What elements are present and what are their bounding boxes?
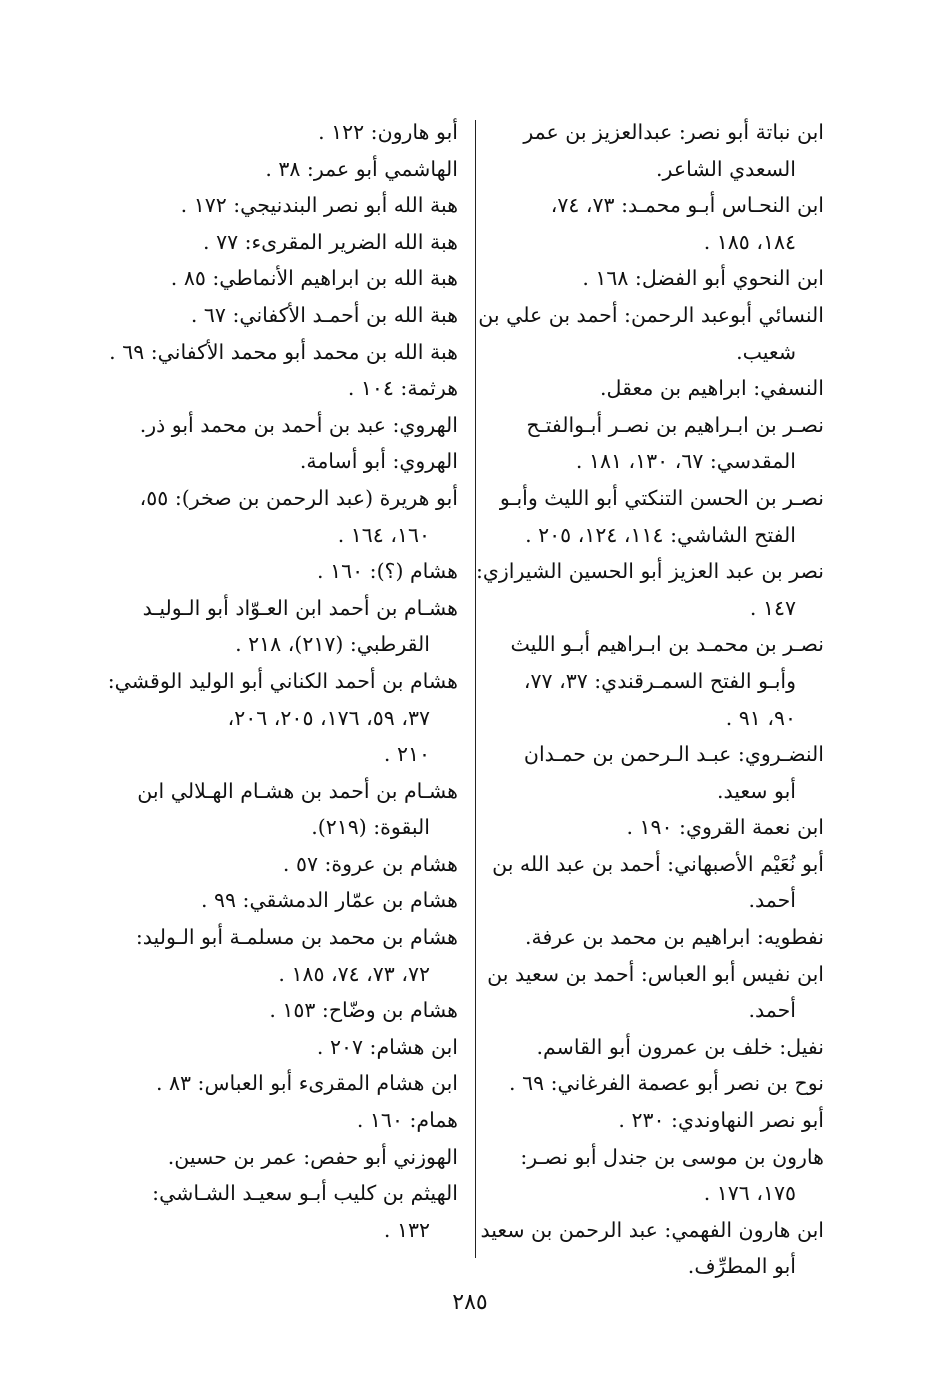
index-entry-continuation: البقوة: (٢١٩). — [311, 815, 430, 840]
index-entry — [475, 553, 824, 626]
index-entry-line: الهروي: عبد بن أحمد بن محمد أبو ذر. — [139, 412, 458, 437]
index-entry — [478, 297, 824, 370]
index-entry — [498, 736, 824, 809]
index-entry — [128, 773, 458, 846]
index-entry — [128, 1175, 458, 1248]
index-entry — [128, 590, 458, 663]
index-entry — [498, 1029, 824, 1066]
index-entry — [128, 151, 458, 188]
index-entry-line: هشـام بن أحمد بن هشـام الهـلالي ابن — [137, 778, 458, 803]
index-entry-line: هبة الله الضرير المقرىء: ٧٧ . — [203, 229, 458, 254]
index-entry-continuation: ١٦٠، ١٦٤ . — [337, 522, 430, 547]
index-entry-continuation: أحمد. — [748, 888, 796, 913]
index-entry — [109, 334, 458, 371]
index-entry — [128, 846, 458, 883]
index-entry-continuation: أحمد. — [748, 998, 796, 1023]
index-entry-line: أبو نُعَيْم الأصبهاني: أحمد بن عبد الله بن — [492, 851, 824, 876]
index-entry-continuation: ١٧٥، ١٧٦ . — [703, 1181, 796, 1206]
index-entry — [128, 992, 458, 1029]
index-entry — [128, 1029, 458, 1066]
index-entry — [498, 1139, 824, 1212]
index-entry-continuation: الفتح الشاشي: ١١٤، ١٢٤، ٢٠٥ . — [525, 522, 796, 547]
page-number: ٢٨٥ — [452, 1290, 488, 1315]
index-entry-line: الهيثم بن كليب أبـو سعيـد الشـاشي: — [152, 1181, 458, 1206]
index-entry-continuation: القرطبي: (٢١٧)، ٢١٨ . — [235, 632, 430, 657]
index-entry-line: نصر بن عبد العزيز أبو الحسين الشيرازي: — [475, 559, 824, 584]
index-entry-continuation: شعيب. — [736, 339, 796, 364]
index-entry-continuation: وأبـو الفتح السمـرقندي: ٣٧، ٧٧، — [523, 668, 796, 693]
index-entry-line: نصـر بن ابـراهيم بن نصـر أبـوالفتـح — [526, 412, 824, 437]
index-entry-line: ابن هشام المقرىء أبو العباس: ٨٣ . — [155, 1071, 458, 1096]
index-entry-line: هارون بن موسى بن جندل أبو نصـر: — [520, 1144, 824, 1169]
index-entry — [128, 480, 458, 553]
index-entry-line: الهروي: أبو أسامة. — [299, 449, 458, 474]
index-entry-continuation: ٣٧، ٥٩، ١٧٦، ٢٠٥، ٢٠٦، — [227, 705, 430, 730]
index-entry-line: أبو نصر النهاوندي: ٢٣٠ . — [618, 1108, 824, 1133]
index-entry — [128, 297, 458, 334]
index-entry — [128, 443, 458, 480]
index-column-left — [107, 114, 458, 1248]
index-entry-continuation: المقدسي: ٦٧، ١٣٠، ١٨١ . — [575, 449, 796, 474]
index-entry-continuation: السعدي الشاعر. — [656, 156, 796, 181]
index-entry-line: هبة الله بن ابراهيم الأنماطي: ٨٥ . — [170, 266, 458, 291]
index-entry-line: هشام (؟): ١٦٠ . — [317, 559, 458, 584]
index-entry — [498, 1065, 824, 1102]
index-entry — [498, 809, 824, 846]
index-entry-line: نصـر بن محمـد بن ابـراهيم أبـو الليث — [510, 632, 824, 657]
index-entry-line: النسائي أبوعبد الرحمن: أحمد بن علي بن — [478, 302, 824, 327]
index-entry — [128, 882, 458, 919]
index-entry-continuation: ٧٢، ٧٣، ٧٤، ١٨٥ . — [278, 961, 430, 986]
index-entry — [498, 370, 824, 407]
index-entry-line: هشام بن محمد بن مسلمـة أبو الـوليد: — [135, 925, 458, 950]
index-entry-continuation: أبو المطرِّف. — [687, 1254, 796, 1279]
index-entry — [498, 626, 824, 736]
index-entry — [480, 1212, 824, 1285]
index-entry — [498, 260, 824, 297]
index-entry-continuation: ١٨٤، ١٨٥ . — [703, 229, 796, 254]
index-entry-line: نصـر بن الحسن التنكتي أبو الليث وأبـو — [499, 485, 824, 510]
index-entry-line: الهوزني أبو حفص: عمر بن حسين. — [167, 1144, 458, 1169]
index-entry-continuation: ١٣٢ . — [383, 1217, 430, 1242]
index-entry — [107, 663, 458, 773]
index-entry — [128, 114, 458, 151]
index-entry — [128, 224, 458, 261]
index-entry — [498, 407, 824, 480]
index-entry — [498, 480, 824, 553]
index-entry-line: نفطويه: ابراهيم بن محمد بن عرفة. — [524, 925, 824, 950]
index-entry-continuation: ٩٠، ٩١ . — [725, 705, 796, 730]
index-entry-line: هشام بن أحمد الكناني أبو الوليد الوقشي: — [107, 668, 458, 693]
index-entry-line: هشام بن وضّاح: ١٥٣ . — [269, 998, 458, 1023]
index-entry — [128, 260, 458, 297]
index-entry-line: هرثمة: ١٠٤ . — [347, 376, 458, 401]
index-entry-continuation: ٢١٠ . — [383, 742, 430, 767]
index-entry — [498, 919, 824, 956]
index-entry-line: ابن نباتة أبو نصر: عبدالعزيز بن عمر — [523, 120, 824, 144]
index-entry — [487, 956, 824, 1029]
index-entry — [498, 187, 824, 260]
index-entry — [498, 114, 824, 187]
index-entry-line: همام: ١٦٠ . — [356, 1108, 458, 1133]
index-entry-line: ابن النحـاس أبـو محمـد: ٧٣، ٧٤، — [550, 193, 824, 218]
index-entry-line: نوح بن نصر أبو عصمة الفرغاني: ٦٩ . — [509, 1071, 824, 1096]
index-entry — [498, 1102, 824, 1139]
index-entry — [128, 1102, 458, 1139]
index-entry-line: هشام بن عمّار الدمشقي: ٩٩ . — [200, 888, 458, 913]
index-entry-continuation: أبو سعيد. — [716, 778, 796, 803]
index-entry-line: ابن النحوي أبو الفضل: ١٦٨ . — [582, 266, 824, 291]
index-entry-line: ابن هارون الفهمي: عبد الرحمن بن سعيد — [480, 1217, 824, 1242]
index-entry-line: أبو هارون: ١٢٢ . — [318, 120, 458, 144]
index-entry-line: النسفي: ابراهيم بن معقل. — [600, 376, 824, 401]
index-entry — [128, 370, 458, 407]
index-entry-line: ابن هشام: ٢٠٧ . — [316, 1034, 458, 1059]
index-entry — [128, 1065, 458, 1102]
index-entry — [128, 919, 458, 992]
index-entry — [128, 1139, 458, 1176]
index-entry — [128, 187, 458, 224]
index-entry-line: الهاشمي أبو عمر: ٣٨ . — [265, 156, 458, 181]
index-entry-line: أبو هريرة (عبد الرحمن بن صخر): ٥٥، — [139, 485, 458, 510]
index-entry-line: هشام بن عروة: ٥٧ . — [282, 851, 458, 876]
index-entry — [492, 846, 824, 919]
index-entry — [128, 553, 458, 590]
index-entry-line: هبة الله بن محمد أبو محمد الأكفاني: ٦٩ . — [109, 339, 458, 364]
index-entry-line: هشـام بن أحمد ابن العـوّاد أبو الـوليـد — [142, 595, 458, 620]
index-entry-continuation: ١٤٧ . — [749, 595, 796, 620]
index-entry-line: هبة الله بن أحمـد الأكفاني: ٦٧ . — [190, 302, 458, 327]
column-divider — [475, 120, 476, 1258]
index-entry-line: هبة الله أبو نصر البندنيجي: ١٧٢ . — [180, 193, 458, 218]
index-column-right — [475, 114, 824, 1285]
index-entry — [128, 407, 458, 444]
index-entry-line: النضـروي: عبـد الـرحمن بن حمـدان — [523, 742, 824, 767]
index-entry-line: ابن نفيس أبو العباس: أحمد بن سعيد بن — [487, 961, 824, 986]
index-entry-line: ابن نعمة القروي: ١٩٠ . — [626, 815, 824, 840]
index-entry-line: نفيل: خلف بن عمرون أبو القاسم. — [536, 1034, 824, 1059]
